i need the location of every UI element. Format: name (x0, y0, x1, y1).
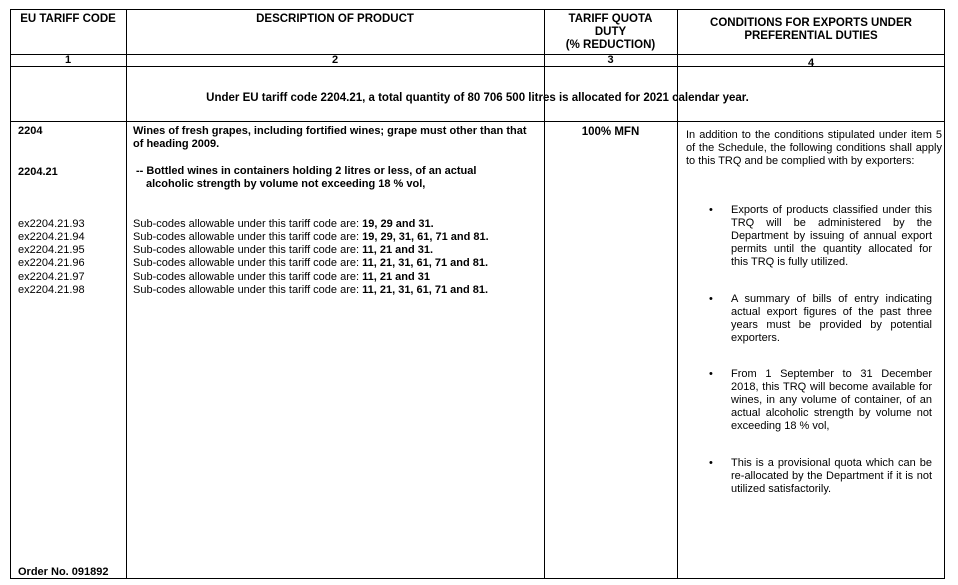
header-tariff-quota-line1: TARIFF QUOTA (568, 13, 653, 25)
subcode-values: 11, 21, 31, 61, 71 and 81. (362, 257, 489, 269)
sub-heading-description-line1: -- Bottled wines in containers holding 2 litres or less, of an actual (136, 165, 477, 177)
subcode-code: ex2204.21.96 (18, 257, 85, 269)
subcode-code: ex2204.21.98 (18, 284, 85, 296)
subcode-description (133, 271, 533, 284)
heading-code: 2204 (18, 125, 43, 137)
header-description: DESCRIPTION OF PRODUCT (256, 13, 414, 25)
sub-heading-code: 2204.21 (18, 166, 58, 178)
subcode-code: ex2204.21.93 (18, 218, 85, 230)
subcode-values: 11, 21 and 31 (362, 271, 430, 283)
subcode-description (133, 244, 533, 257)
header-tariff-quota-duty (545, 13, 676, 52)
bullet-icon: • (709, 293, 713, 305)
column-number-3: 3 (607, 54, 614, 66)
subcode-description (133, 257, 533, 270)
subcode-description (133, 231, 533, 244)
allocation-banner: Under EU tariff code 2204.21, a total quantity of 80 706 500 litres is allocated for 2021 calendar year. (206, 92, 749, 104)
subcode-description (133, 284, 533, 297)
header-conditions-line1: CONDITIONS FOR EXPORTS UNDER (710, 17, 912, 29)
heading-description: Wines of fresh grapes, including fortified wines; grape must other than that of heading 2009. (133, 125, 527, 150)
conditions-intro: In addition to the conditions stipulated under item 5 of the Schedule, the following conditions shall apply to this TRQ and be complied with by exporters: (686, 129, 942, 167)
column-number-2: 2 (331, 54, 339, 66)
subcode-values: 11, 21, 31, 61, 71 and 81. (362, 284, 489, 296)
bullet-icon: • (709, 368, 713, 380)
header-eu-tariff-code: EU TARIFF CODE (20, 13, 116, 25)
subcode-code: ex2204.21.95 (18, 244, 85, 256)
header-tariff-quota-line3: (% REDUCTION) (565, 39, 656, 51)
subcode-values: 11, 21 and 31. (362, 244, 434, 256)
header-tariff-quota-line2: DUTY (594, 26, 627, 38)
subcode-prefix: Sub-codes allowable under this tariff code are: (133, 257, 363, 269)
order-number: Order No. 091892 (18, 566, 109, 578)
tariff-quota-duty-value: 100% MFN (581, 126, 640, 138)
condition-bullet-text: Exports of products classified under this TRQ will be administered by the Department by issuing of annual export permits until the quantity allocated for this TRQ is fully utilized. (731, 204, 932, 268)
subcode-prefix: Sub-codes allowable under this tariff code are: (133, 284, 363, 296)
sub-heading-description (133, 165, 533, 191)
subcode-prefix: Sub-codes allowable under this tariff code are: (133, 244, 363, 256)
condition-bullet-text: A summary of bills of entry indicating actual export figures of the past three years must be provided by potential exporters. (731, 293, 932, 344)
column-number-1: 1 (64, 54, 72, 66)
banner-rule (10, 121, 945, 122)
subcode-description (133, 218, 533, 231)
column-number-4: 4 (807, 57, 815, 69)
subcode-prefix: Sub-codes allowable under this tariff code are: (133, 218, 363, 230)
condition-bullet-text: From 1 September to 31 December 2018, this TRQ will become available for wines, in any volume of container, of an actual alcoholic strength by volume not exceeding 18 % vol, (731, 368, 932, 432)
subcode-code: ex2204.21.94 (18, 231, 85, 243)
sub-heading-description-line2: alcoholic strength by volume not exceeding 18 % vol, (146, 178, 426, 190)
subcode-values: 19, 29 and 31. (362, 218, 434, 230)
subcode-prefix: Sub-codes allowable under this tariff code are: (133, 271, 363, 283)
header-conditions-line2: PREFERENTIAL DUTIES (744, 30, 878, 42)
bullet-icon: • (709, 457, 713, 469)
bullet-icon: • (709, 204, 713, 216)
subcode-values: 19, 29, 31, 61, 71 and 81. (362, 231, 489, 243)
header-conditions (678, 17, 944, 43)
subcode-code: ex2204.21.97 (18, 271, 85, 283)
condition-bullet-text: This is a provisional quota which can be re-allocated by the Department if it is not utilized satisfactorily. (731, 457, 932, 495)
subcode-prefix: Sub-codes allowable under this tariff code are: (133, 231, 363, 243)
